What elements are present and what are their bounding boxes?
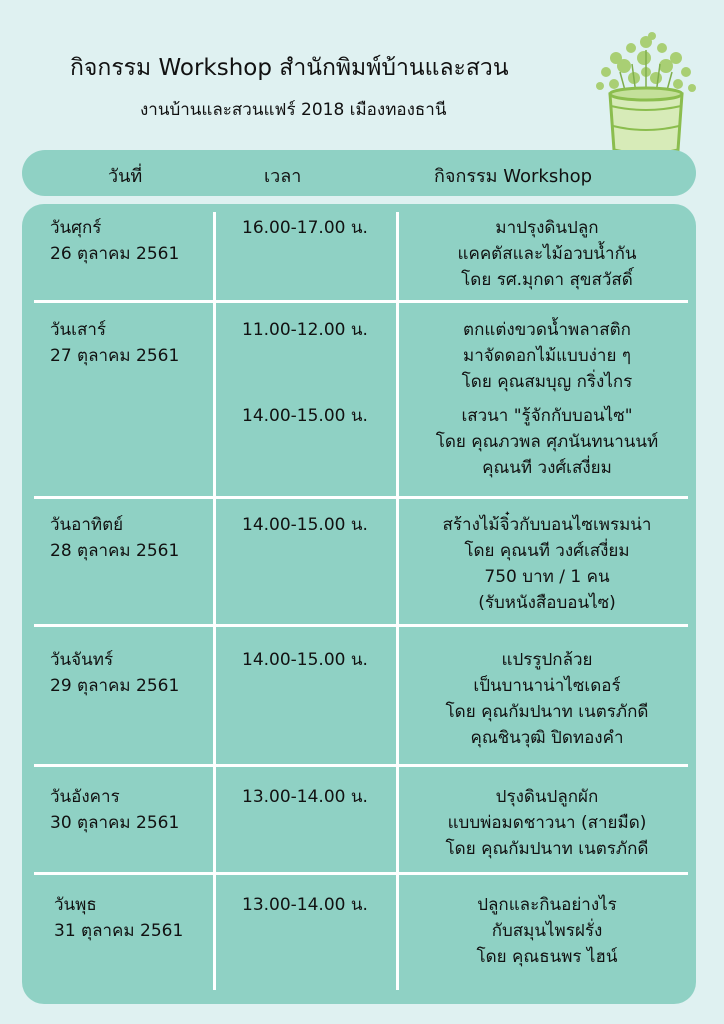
- page-title: กิจกรรม Workshop สำนักพิมพ์บ้านและสวน: [70, 55, 509, 81]
- activity-line: มาจัดดอกไม้แบบง่าย ๆ: [463, 346, 631, 366]
- row-divider: [34, 496, 688, 499]
- session-activity: [398, 512, 696, 616]
- column-header-time: เวลา: [264, 166, 302, 187]
- session-activity: [398, 215, 696, 293]
- date-text: 26 ตุลาคม 2561: [50, 244, 180, 264]
- session-time: 14.00-15.00 น.: [242, 406, 368, 426]
- activity-line: โดย คุณภวพล ศุภนันทนานนท์: [435, 432, 659, 452]
- session-activity: [398, 784, 696, 862]
- date-text: 28 ตุลาคม 2561: [50, 541, 180, 561]
- activity-line: ปลูกและกินอย่างไร: [477, 895, 617, 915]
- table-row-date: [50, 317, 179, 369]
- day-name: วันศุกร์: [50, 218, 102, 238]
- activity-line: ตกแต่งขวดน้ำพลาสติก: [463, 320, 631, 340]
- table-row-date: [54, 892, 183, 944]
- column-header-activity: กิจกรรม Workshop: [434, 166, 593, 187]
- activity-line: มาปรุงดินปลูก: [495, 218, 599, 238]
- day-name: วันพุธ: [54, 895, 97, 915]
- potted-plant-icon: [586, 28, 704, 158]
- session-time: 16.00-17.00 น.: [242, 218, 368, 238]
- table-header: [22, 150, 696, 196]
- page-subtitle: งานบ้านและสวนแฟร์ 2018 เมืองทองธานี: [140, 100, 447, 120]
- activity-line: โดย คุณกัมปนาท เนตรภักดี: [445, 839, 649, 859]
- day-name: วันจันทร์: [50, 650, 114, 670]
- activity-line: โดย คุณธนพร ไฮน์: [476, 947, 618, 967]
- table-row-date: [50, 647, 179, 699]
- date-text: 29 ตุลาคม 2561: [50, 676, 180, 696]
- activity-line: (รับหนังสือบอนไซ): [478, 593, 616, 613]
- session-time: 14.00-15.00 น.: [242, 515, 368, 535]
- day-name: วันอาทิตย์: [50, 515, 124, 535]
- row-divider: [34, 624, 688, 627]
- activity-line: ปรุงดินปลูกผัก: [495, 787, 599, 807]
- date-text: 27 ตุลาคม 2561: [50, 346, 180, 366]
- session-time: 11.00-12.00 น.: [242, 320, 368, 340]
- session-activity: [398, 403, 696, 481]
- date-text: 30 ตุลาคม 2561: [50, 813, 180, 833]
- activity-line: กับสมุนไพรฝรั่ง: [491, 921, 603, 941]
- session-time: 14.00-15.00 น.: [242, 650, 368, 670]
- activity-line: สร้างไม้จิ๋วกับบอนไซเพรมน่า: [442, 515, 652, 535]
- session-time: 13.00-14.00 น.: [242, 787, 368, 807]
- activity-line: คุณนที วงศ์เสงี่ยม: [482, 458, 612, 478]
- activity-line: โดย คุณกัมปนาท เนตรภักดี: [445, 702, 649, 722]
- activity-line: เสวนา "รู้จักกับบอนไซ": [461, 406, 633, 426]
- session-time: 13.00-14.00 น.: [242, 895, 368, 915]
- table-row-date: [50, 512, 179, 564]
- activity-line: โดย รศ.มุกดา สุขสวัสดิ์: [461, 270, 633, 290]
- row-divider: [34, 764, 688, 767]
- activity-line: โดย คุณสมบุญ กริ่งไกร: [461, 372, 633, 392]
- table-row-date: [50, 784, 179, 836]
- activity-line: แคคตัสและไม้อวบน้ำกัน: [457, 244, 637, 264]
- day-name: วันอังคาร: [50, 787, 120, 807]
- session-activity: [398, 317, 696, 395]
- date-text: 31 ตุลาคม 2561: [54, 921, 184, 941]
- column-header-date: วันที่: [108, 166, 143, 187]
- activity-line: คุณชินวุฒิ ปิดทองคำ: [470, 728, 624, 748]
- activity-line: เป็นบานาน่าไซเดอร์: [473, 676, 621, 696]
- row-divider: [34, 872, 688, 875]
- day-name: วันเสาร์: [50, 320, 107, 340]
- session-activity: [398, 892, 696, 970]
- row-divider: [34, 300, 688, 303]
- activity-line: แบบพ่อมดชาวนา (สายมืด): [447, 813, 647, 833]
- activity-line: แปรรูปกล้วย: [501, 650, 593, 670]
- table-row-date: [50, 215, 179, 267]
- session-activity: [398, 647, 696, 751]
- activity-line: โดย คุณนที วงศ์เสงี่ยม: [464, 541, 630, 561]
- activity-line: 750 บาท / 1 คน: [484, 567, 610, 587]
